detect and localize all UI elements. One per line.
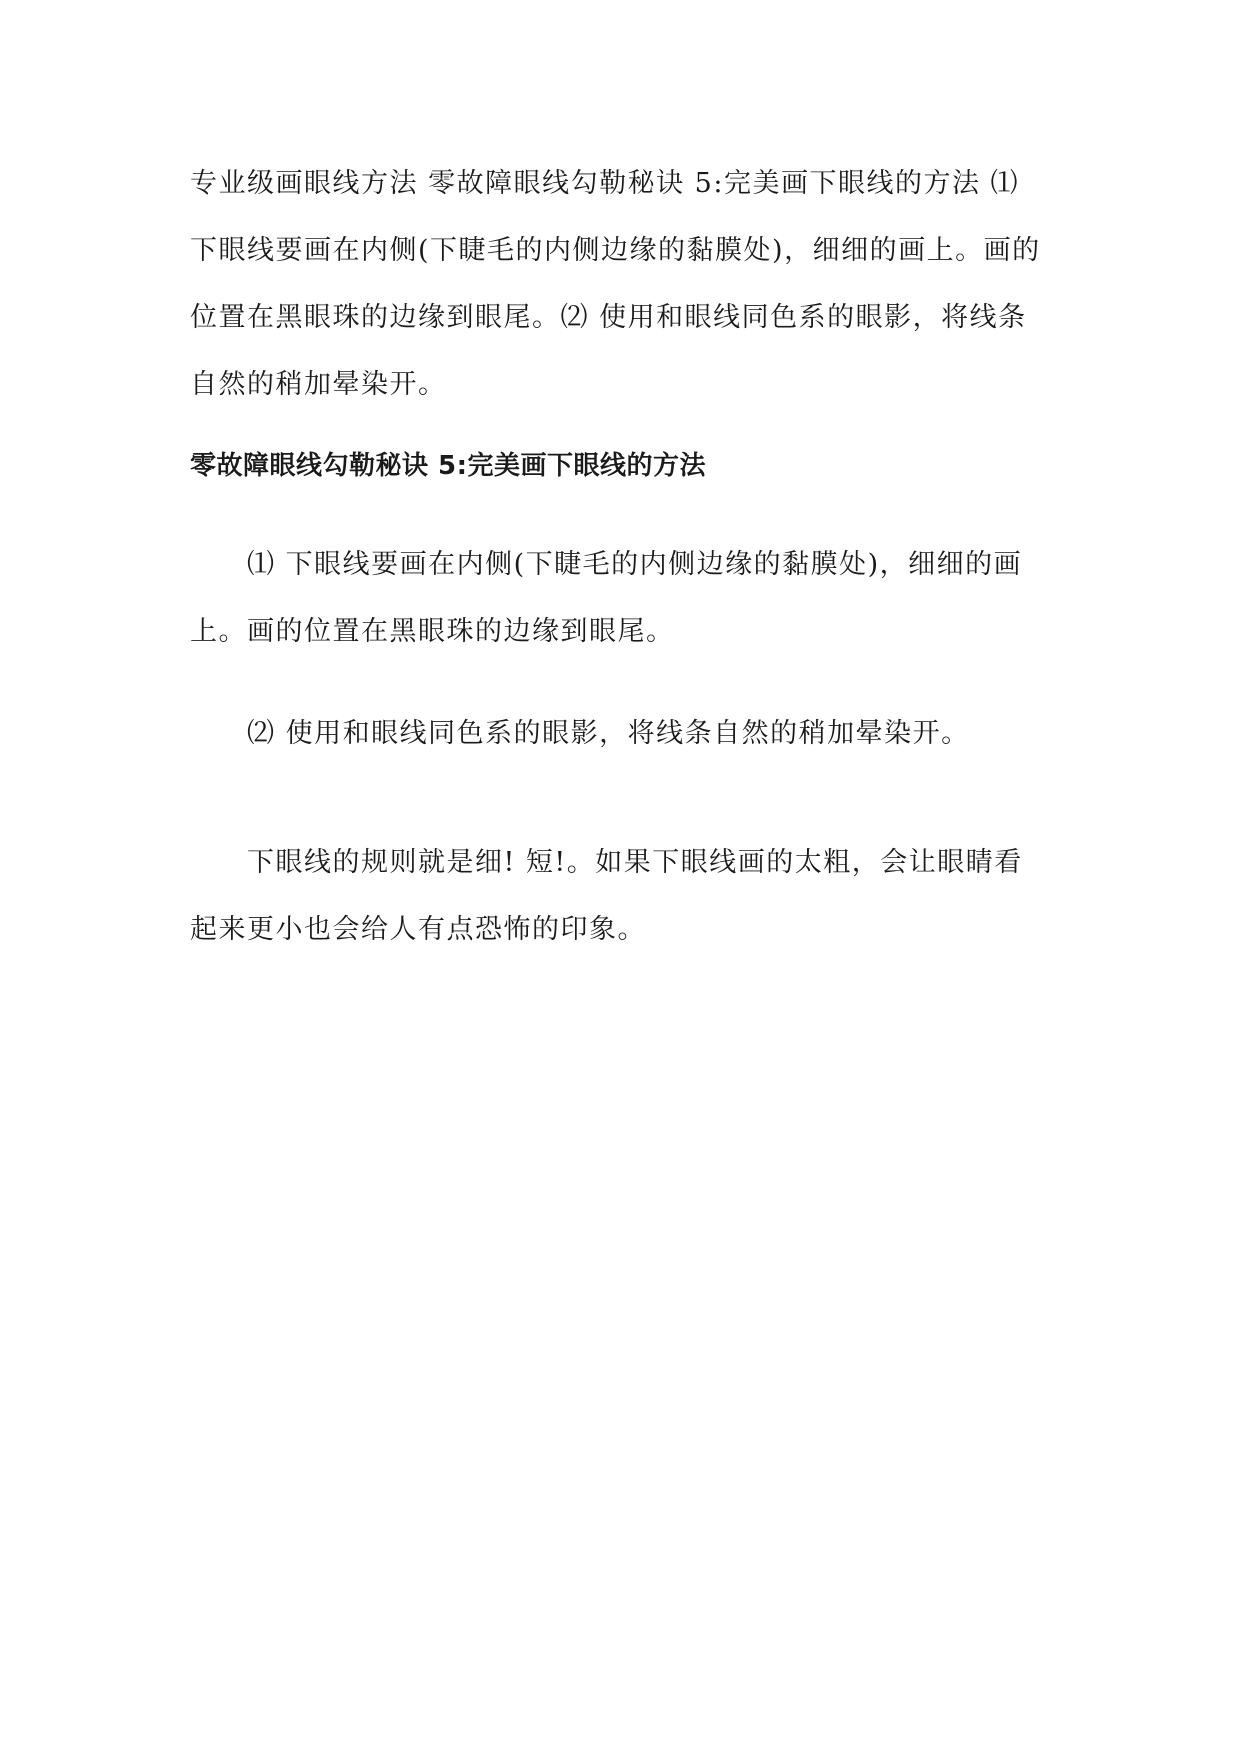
rule-line-1: 下眼线的规则就是细! 短!。如果下眼线画的太粗，会让眼睛看 xyxy=(190,847,1023,878)
step-1-line-2: 上。画的位置在黑眼珠的边缘到眼尾。 xyxy=(190,616,675,647)
rule-paragraph xyxy=(190,829,1062,963)
intro-line-4: 自然的稍加晕染开。 xyxy=(190,369,447,400)
intro-paragraph xyxy=(190,150,1062,418)
section-heading: 零故障眼线勾勒秘诀 5:完美画下眼线的方法 xyxy=(190,451,707,481)
intro-line-2: 下眼线要画在内侧(下睫毛的内侧边缘的黏膜处)，细细的画上。画的 xyxy=(190,235,1041,266)
step-2-line-1: ⑵ 使用和眼线同色系的眼影，将线条自然的稍加晕染开。 xyxy=(190,718,970,749)
step-1-paragraph xyxy=(190,531,1062,665)
intro-line-3: 位置在黑眼珠的边缘到眼尾。⑵ 使用和眼线同色系的眼影，将线条 xyxy=(190,302,1027,333)
rule-line-2: 起来更小也会给人有点恐怖的印象。 xyxy=(190,914,646,945)
intro-line-1: 专业级画眼线方法 零故障眼线勾勒秘诀 5:完美画下眼线的方法 ⑴ xyxy=(190,168,1020,199)
step-2-paragraph xyxy=(190,700,1062,767)
step-1-line-1: ⑴ 下眼线要画在内侧(下睫毛的内侧边缘的黏膜处)，细细的画 xyxy=(190,549,1023,580)
